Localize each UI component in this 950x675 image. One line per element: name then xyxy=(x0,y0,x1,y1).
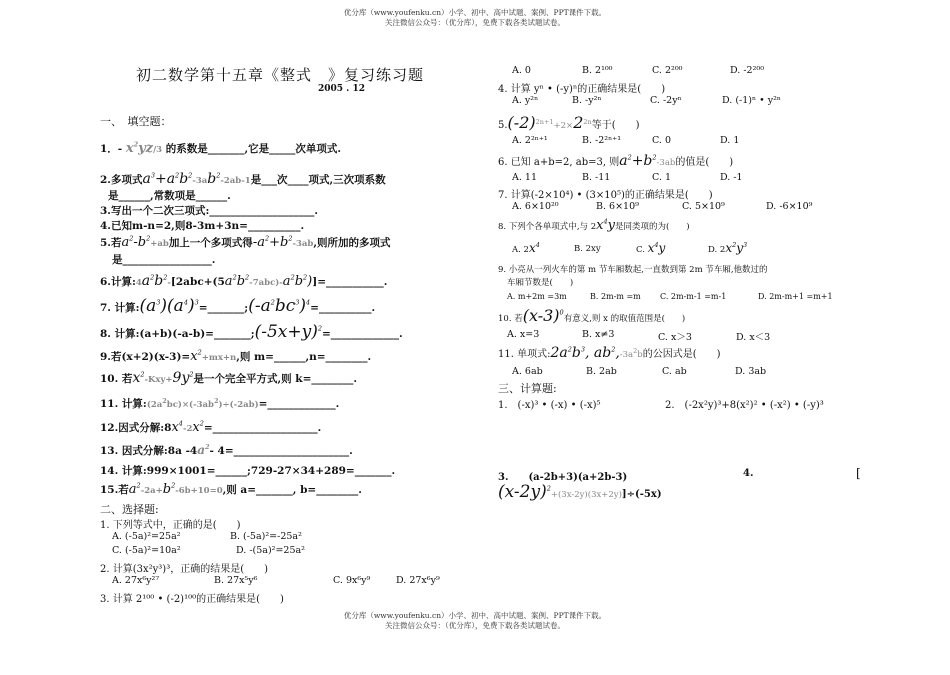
choice-q10-c: C. x＞3 xyxy=(658,332,692,343)
calc-q3: 3. (a-2b+3)(a+2b-3) xyxy=(498,472,628,483)
choice-q2-a: A. 27x⁶y²⁷ xyxy=(112,575,160,586)
choice-q9-c: C. 2m-m-1 =m-1 xyxy=(660,292,727,301)
calc-q2: 2. (-2x²y)³+8(x²)² • (-x²) • (-y)³ xyxy=(665,400,824,411)
page-header-line1: 优分库（www.youfenku.cn）小学、初中、高中试题、案例、PPT课件下载。 xyxy=(343,8,607,17)
fill-q11: 11. 计算$:(2a^2bc)\times(-3ab^2)\div(-2ab)=\_\_\_\_\_\_\_\_\_\_\_\_\_$. xyxy=(100,397,340,410)
choice-q5-d: D. 1 xyxy=(720,135,740,146)
choice-q10: 10. 若$(x-3)^0$有意义,则 x 的取值范围是( ) xyxy=(498,306,686,325)
choice-q3-c: C. 2²⁰⁰ xyxy=(652,65,683,76)
choice-q11-b: B. 2ab xyxy=(586,366,617,377)
fill-q2: 2.多项式$a^3+a^2b^2-3ab^2-2ab-1$是___次____项式,三次项系数 xyxy=(100,171,386,187)
choice-q4: 4. 计算 yⁿ • (-y)ⁿ的正确结果是( ) xyxy=(498,84,666,95)
section-calc-heading: 三、计算题: xyxy=(498,382,557,395)
choice-q7-d: D. -6×10⁹ xyxy=(766,201,813,212)
choice-q6-a: A. 11 xyxy=(512,172,537,183)
choice-q9-d: D. 2m-m+1 =m+1 xyxy=(758,292,833,301)
calc-q4-bracket: [ xyxy=(856,466,861,480)
choice-q7-c: C. 5×10⁹ xyxy=(682,201,725,212)
choice-q7-a: A. 6×10²⁰ xyxy=(512,201,559,212)
section-fill-heading: 一、 填空题： xyxy=(100,115,172,128)
choice-q2: 2. 计算(3x²y³)³，正确的结果是( ) xyxy=(100,564,269,575)
choice-q4-d: D. (-1)ⁿ • y²ⁿ xyxy=(722,95,782,106)
choice-q10-d: D. x＜3 xyxy=(736,332,771,343)
choice-q7: 7. 计算(-2×10⁴) • (3×10⁵)的正确结果是( ) xyxy=(498,190,713,201)
fill-q1-formula: $x^2yz$ xyxy=(125,140,154,156)
choice-q6-b: B. -11 xyxy=(582,172,611,183)
choice-q4-b: B. -y²ⁿ xyxy=(572,95,602,106)
choice-q7-b: B. 6×10⁹ xyxy=(596,201,639,212)
fill-q1: 1．- $x^2yz/3$ 的系数是_______,它是_____次单项式. xyxy=(100,140,342,156)
choice-q11-d: D. 3ab xyxy=(735,366,767,377)
choice-q10-a: A. x=3 xyxy=(507,329,540,340)
fill-q13: 13. 因式分解:8a $-4a^2-$ 4=______________________. xyxy=(100,443,353,457)
choice-q9-cont: 车厢节数是( ) xyxy=(507,278,574,288)
choice-q6: 6. 已知 a+b=2, ab=3, 则$a^2+b^2-3ab$的值是( ) xyxy=(498,153,734,169)
page-header-line2: 关注微信公众号：（优分库），免费下载各类试题试卷。 xyxy=(385,18,565,27)
choice-q2-b: B. 27x⁵y⁶ xyxy=(214,575,258,586)
choice-q5-a: A. 2²ⁿ⁺¹ xyxy=(512,135,548,146)
fill-q9: 9.若$(x+2)(x-3)=x^2+mx+n$,则 m=______,n=________. xyxy=(100,348,372,364)
fill-q8: 8. 计算$:(a+b)(-a-b)=\_\_\_\_\_\_\_;(-5x+y)^2=\_\_\_\_\_\_\_\_\_\_\_\_\_$. xyxy=(100,322,403,342)
choice-q11: 11. 单项式$:2a^2b^3$, $ab^2,-3a^2b$的公因式是( ) xyxy=(498,345,721,361)
choice-q1-c: C. (-5a)²=10a² xyxy=(112,545,181,556)
choice-q4-a: A. y²ⁿ xyxy=(512,95,539,106)
calc-q4-label: 4. xyxy=(743,468,754,479)
section-choice-heading: 二、选择题: xyxy=(100,503,159,516)
choice-q5-b: B. -2²ⁿ⁺¹ xyxy=(582,135,622,146)
choice-q11-c: C. ab xyxy=(662,366,687,377)
choice-q3-d: D. -2²⁰⁰ xyxy=(730,65,764,76)
choice-q1-d: D. -(5a)²=25a² xyxy=(236,545,305,556)
choice-q6-d: D. -1 xyxy=(720,172,743,183)
choice-q2-d: D. 27x⁶y⁹ xyxy=(396,575,440,586)
choice-q9-a: A. m+2m =3m xyxy=(507,292,567,301)
choice-q3-b: B. 2¹⁰⁰ xyxy=(582,65,613,76)
choice-q8-c: C. $x^4y$ xyxy=(636,241,666,255)
choice-q10-b: B. x≠3 xyxy=(582,329,615,340)
fill-q2-cont: 是______,常数项是______. xyxy=(108,190,231,202)
page-title: 初二数学第十五章《整式 》复习练习题 xyxy=(136,66,425,84)
calc-q4-expression: $(x-2y)^2+(3x-2y)(3x+2y)]\div(-5x)$ xyxy=(498,482,662,502)
fill-q3: 3.写出一个二次三项式:____________________. xyxy=(100,205,318,217)
choice-q11-a: A. 6ab xyxy=(512,366,543,377)
choice-q1: 1. 下列等式中，正确的是( ) xyxy=(100,520,241,531)
page-footer-line2: 关注微信公众号：（优分库），免费下载各类试题试卷。 xyxy=(385,621,565,630)
choice-q8-b: B. 2xy xyxy=(574,244,601,254)
fill-q6: 6.计算$:4a^2b^2-[2abc+(5a^2b^2-7abc)-a^2b^2)]=\_\_\_\_\_\_\_\_\_\_\_$. xyxy=(100,273,388,289)
fill-q15: 15.若$a^2-2a+b^2-6b+10=0$,则 a=_______, b=________. xyxy=(100,481,362,497)
choice-q2-c: C. 9x⁶y⁹ xyxy=(333,575,371,586)
page-footer-line1: 优分库（www.youfenku.cn）小学、初中、高中试题、案例、PPT课件下载。 xyxy=(343,611,607,620)
choice-q8: 8. 下列个各单项式中,与 $2x^4y$是同类项的为( ) xyxy=(498,217,690,233)
fill-q10: 10. 若$x^2-Kxy+9y^2$是一个完全平方式,则 k=________. xyxy=(100,370,358,386)
choice-q3-a: A. 0 xyxy=(512,65,531,76)
fill-q14: 14. 计算:999×1001=______;729-27×34+289=_______. xyxy=(100,465,396,477)
choice-q4-c: C. -2yⁿ xyxy=(650,95,682,106)
choice-q5: $5.(-2)^{2n+1}+2\times 2^{2n}$等于( ) xyxy=(498,113,640,132)
calc-q1: 1. (-x)³ • (-x) • (-x)⁵ xyxy=(498,400,601,411)
choice-q9: 9. 小亮从一列火车的第 m 节车厢数起,一直数到第 2m 节车厢,他数过的 xyxy=(498,265,768,275)
choice-q1-b: B. (-5a)²=-25a² xyxy=(230,531,302,542)
page-date: 2005 . 12 xyxy=(318,84,365,94)
choice-q9-b: B. 2m-m =m xyxy=(590,292,641,301)
fill-q7: 7. 计算$:(a^3)(a^4)^3=\_\_\_\_\_\_\_;(-a^2bc^3)^4=\_\_\_\_\_\_\_\_\_\_$. xyxy=(100,296,376,316)
fill-q5: 5.若$a^2-b^2+ab$加上一个多项式得$-a^2+b^2-3ab$,则所加的多项式 xyxy=(100,234,391,250)
choice-q1-a: A. (-5a)²=25a² xyxy=(112,531,181,542)
choice-q8-a: A. $2x^4$ xyxy=(512,241,540,255)
choice-q5-c: C. 0 xyxy=(652,135,672,146)
fill-q4: 4.已知m-n=2,则8-3m+3n=__________. xyxy=(100,220,305,232)
choice-q6-c: C. 1 xyxy=(652,172,672,183)
fill-q5-cont: 是_________________. xyxy=(112,254,216,266)
choice-q8-d: D. $2x^2y^3$ xyxy=(708,241,748,255)
choice-q3: 3. 计算 2¹⁰⁰ • (-2)¹⁰⁰的正确结果是( ) xyxy=(100,594,284,605)
fill-q12: 12.因式分解$:8x^4-2x^2=\_\_\_\_\_\_\_\_\_\_\_\_\_\_\_\_\_\_\_\_$. xyxy=(100,419,322,435)
